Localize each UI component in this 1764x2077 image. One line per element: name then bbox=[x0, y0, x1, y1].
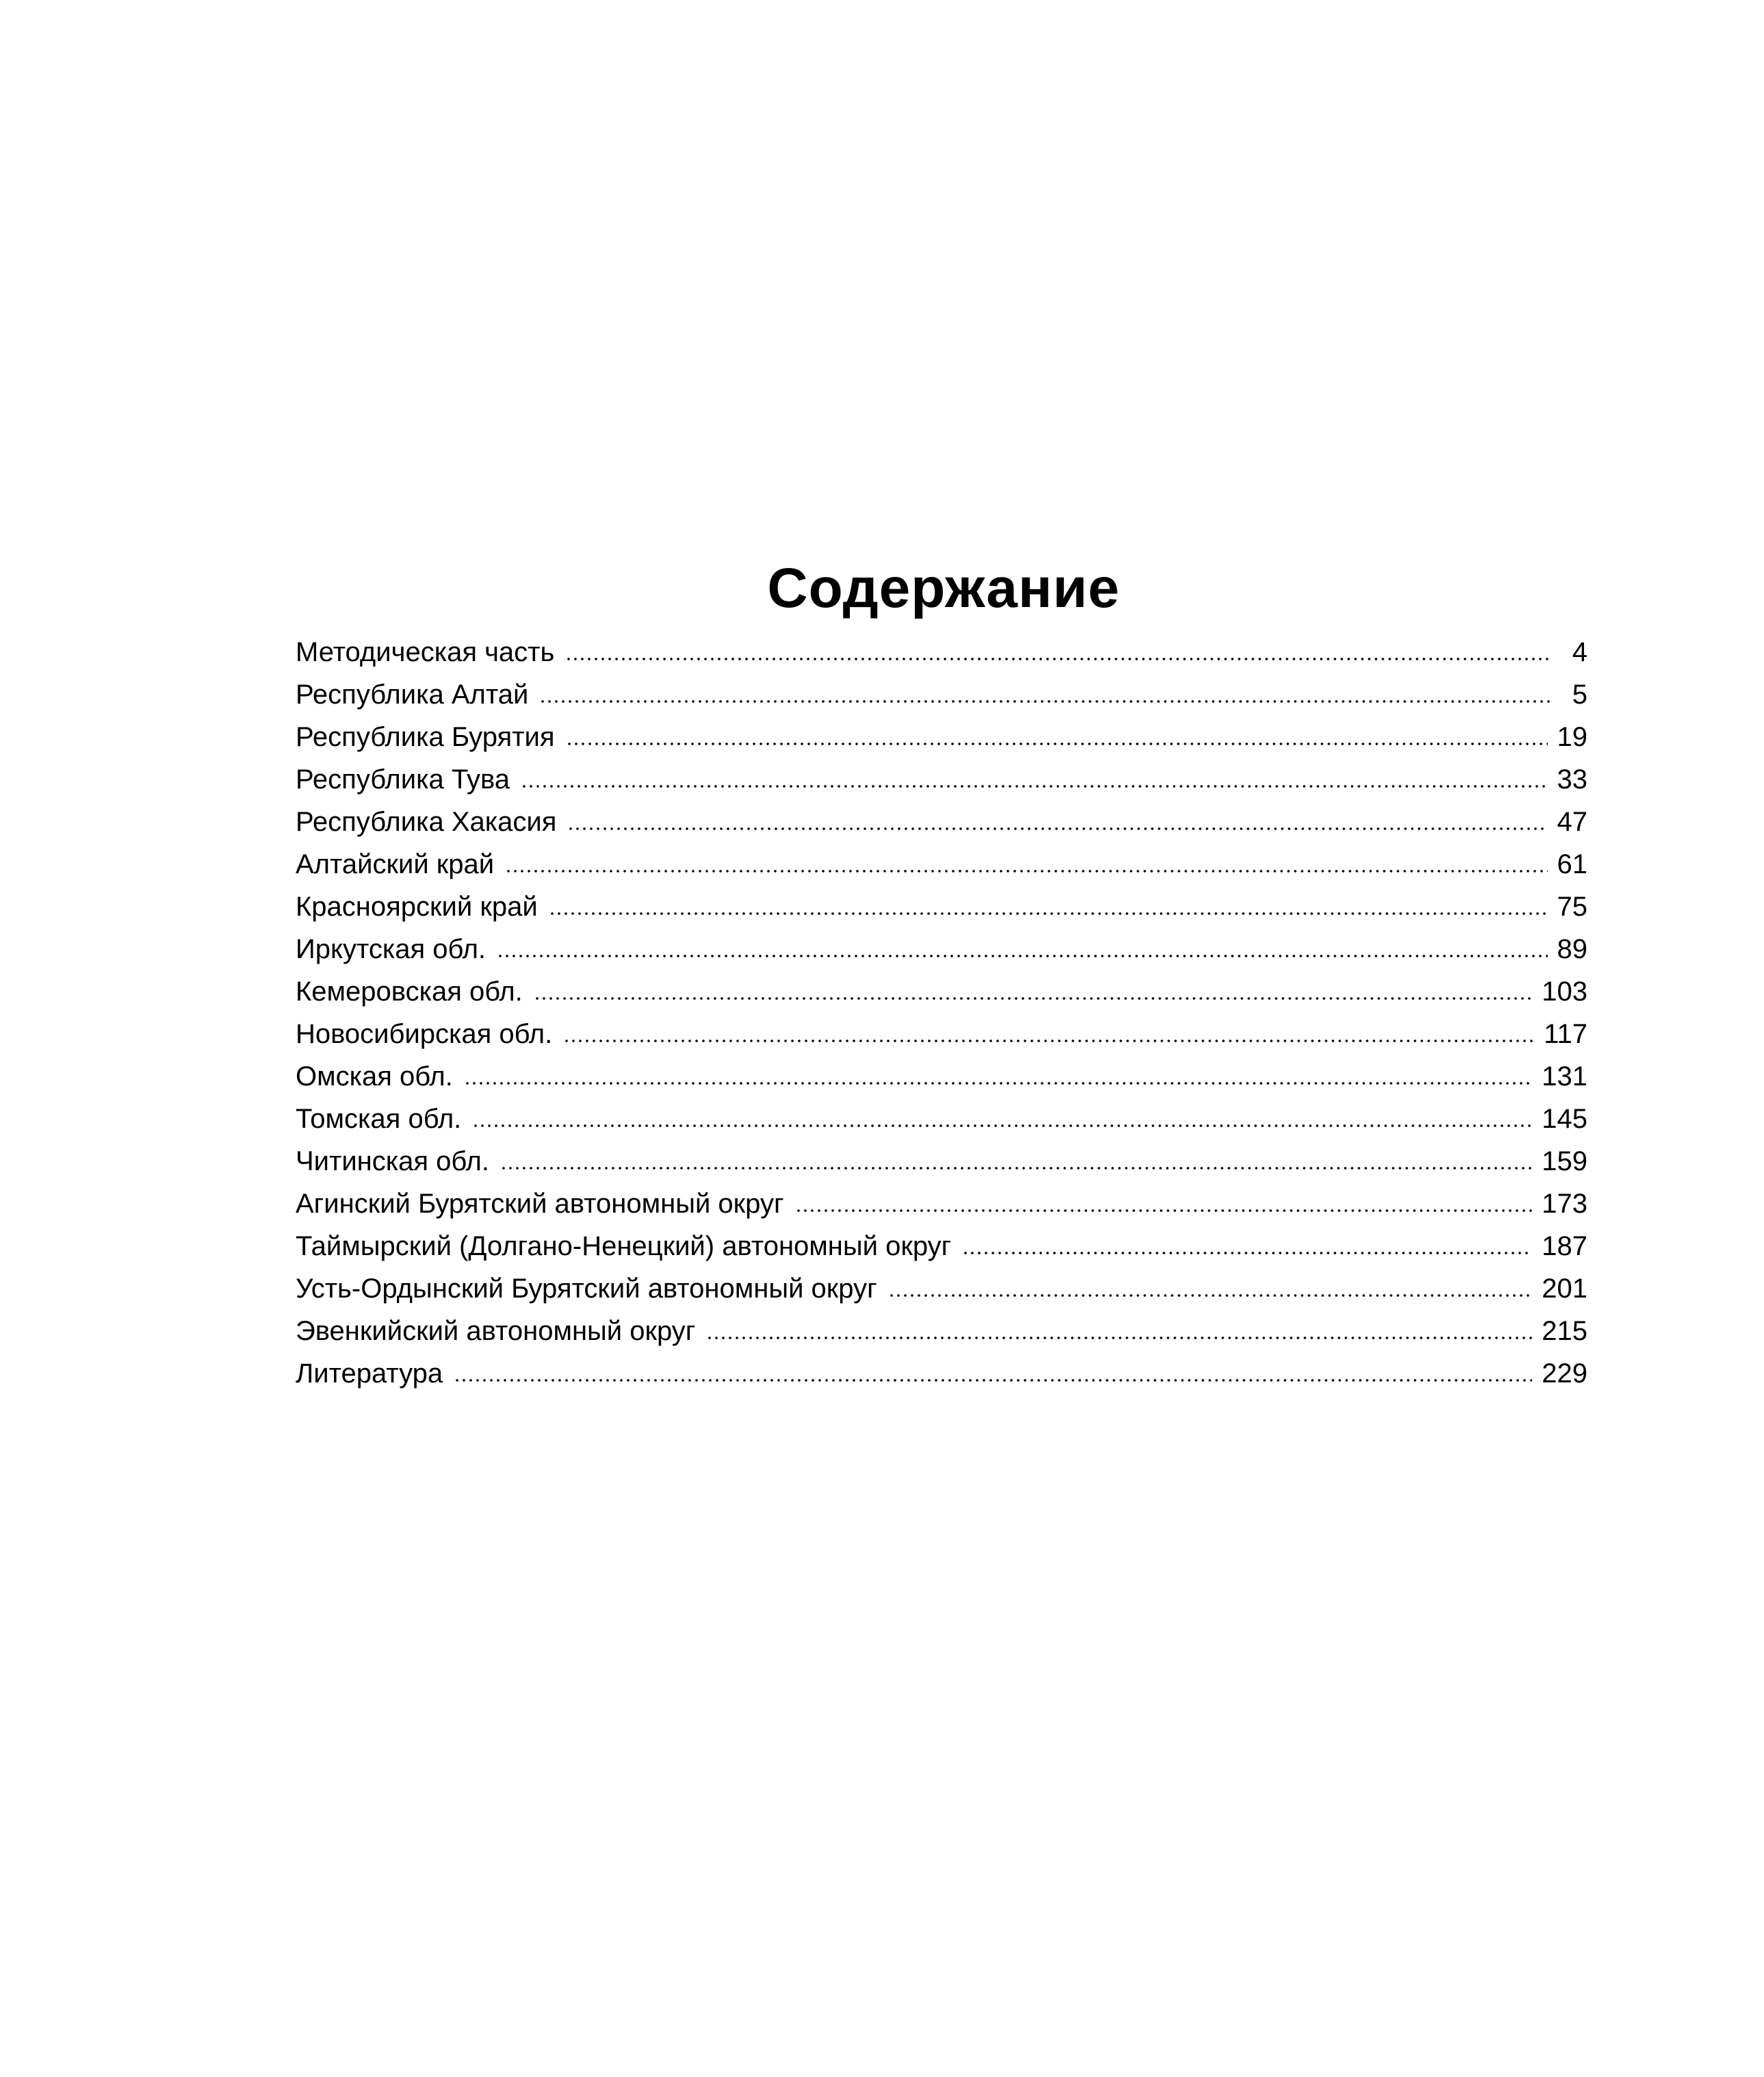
dot-leader bbox=[521, 783, 1547, 790]
toc-entry-label: Таймырский (Долгано-Ненецкий) автономный округ bbox=[296, 1231, 952, 1261]
dot-leader bbox=[539, 698, 1551, 705]
toc-entry-page: 159 bbox=[1542, 1146, 1587, 1176]
toc-entry[interactable] bbox=[296, 1225, 1587, 1267]
dot-leader bbox=[706, 1334, 1532, 1341]
toc-entry-page: 187 bbox=[1542, 1231, 1587, 1261]
toc-entry[interactable] bbox=[296, 716, 1587, 758]
toc-entry-label: Иркутская обл. bbox=[296, 934, 487, 964]
toc-entry[interactable] bbox=[296, 886, 1587, 928]
toc-entry[interactable] bbox=[296, 970, 1587, 1013]
dot-leader bbox=[472, 1122, 1532, 1129]
toc-entry-page: 103 bbox=[1542, 977, 1587, 1007]
toc-entry-page: 229 bbox=[1542, 1358, 1587, 1389]
toc-entry-page: 145 bbox=[1542, 1104, 1587, 1134]
dot-leader bbox=[534, 995, 1532, 1002]
dot-leader bbox=[962, 1250, 1532, 1256]
toc-entry-page: 5 bbox=[1572, 680, 1587, 710]
dot-leader bbox=[888, 1292, 1533, 1299]
toc-entry-label: Читинская обл. bbox=[296, 1146, 489, 1176]
dot-leader bbox=[567, 825, 1547, 832]
toc-entry-page: 19 bbox=[1557, 722, 1587, 752]
toc-entry-page: 173 bbox=[1542, 1189, 1587, 1219]
toc-entry-label: Алтайский край bbox=[296, 849, 495, 879]
toc-entry[interactable] bbox=[296, 1267, 1587, 1310]
toc-entry[interactable] bbox=[296, 1055, 1587, 1098]
toc-entry-label: Республика Тува bbox=[296, 764, 510, 795]
toc-entry-page: 215 bbox=[1542, 1316, 1587, 1346]
toc-entry[interactable] bbox=[296, 631, 1587, 673]
toc-entry[interactable] bbox=[296, 1352, 1587, 1395]
toc-entry-page: 75 bbox=[1557, 892, 1587, 922]
toc-entry[interactable] bbox=[296, 758, 1587, 801]
toc-entry-label: Литература bbox=[296, 1358, 443, 1389]
toc-entry-label: Красноярский край bbox=[296, 892, 538, 922]
toc-entry-label: Кемеровская обл. bbox=[296, 977, 523, 1007]
toc-entry-label: Республика Алтай bbox=[296, 680, 529, 710]
toc-entry-page: 47 bbox=[1557, 807, 1587, 837]
dot-leader bbox=[497, 953, 1547, 959]
toc-entry[interactable] bbox=[296, 1310, 1587, 1352]
toc-entry[interactable] bbox=[296, 843, 1587, 886]
toc-entry[interactable] bbox=[296, 1098, 1587, 1140]
toc-entry[interactable] bbox=[296, 673, 1587, 716]
toc-entry-label: Эвенкийский автономный округ bbox=[296, 1316, 696, 1346]
toc-entry[interactable] bbox=[296, 1013, 1587, 1055]
toc-entry[interactable] bbox=[296, 928, 1587, 970]
dot-leader bbox=[566, 740, 1548, 747]
dot-leader bbox=[500, 1165, 1532, 1172]
toc-entry-page: 131 bbox=[1542, 1061, 1587, 1092]
toc-entry-label: Агинский Бурятский автономный округ bbox=[296, 1189, 784, 1219]
dot-leader bbox=[464, 1080, 1532, 1087]
toc-entry-label: Усть-Ордынский Бурятский автономный округ bbox=[296, 1274, 877, 1304]
dot-leader bbox=[795, 1207, 1533, 1214]
page-title: Содержание bbox=[767, 557, 1120, 619]
table-of-contents bbox=[296, 631, 1587, 1395]
toc-entry-label: Методическая часть bbox=[296, 637, 555, 667]
toc-entry-label: Новосибирская обл. bbox=[296, 1019, 553, 1049]
toc-entry-label: Республика Бурятия bbox=[296, 722, 555, 752]
toc-entry-page: 201 bbox=[1542, 1274, 1587, 1304]
toc-entry-page: 89 bbox=[1557, 934, 1587, 964]
dot-leader bbox=[563, 1037, 1534, 1044]
toc-entry-page: 61 bbox=[1557, 849, 1587, 879]
toc-entry-page: 4 bbox=[1572, 637, 1587, 667]
toc-entry[interactable] bbox=[296, 801, 1587, 843]
dot-leader bbox=[454, 1377, 1532, 1384]
dot-leader bbox=[565, 656, 1551, 662]
dot-leader bbox=[549, 910, 1548, 917]
toc-entry-label: Томская обл. bbox=[296, 1104, 462, 1134]
toc-entry-page: 33 bbox=[1557, 764, 1587, 795]
toc-entry[interactable] bbox=[296, 1140, 1587, 1183]
dot-leader bbox=[505, 868, 1547, 875]
toc-entry-label: Омская обл. bbox=[296, 1061, 453, 1092]
toc-entry[interactable] bbox=[296, 1183, 1587, 1225]
toc-entry-label: Республика Хакасия bbox=[296, 807, 557, 837]
toc-entry-page: 117 bbox=[1544, 1019, 1587, 1049]
